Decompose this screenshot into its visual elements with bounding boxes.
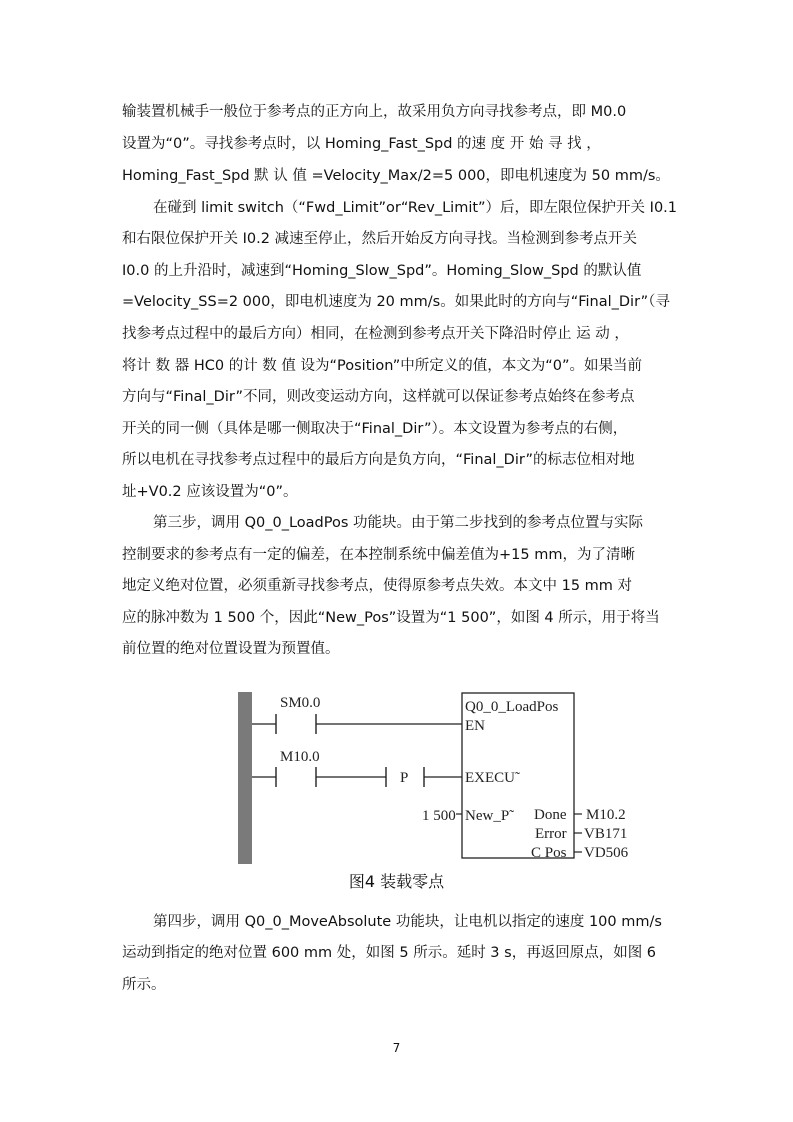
text-line: 第四步，调用 Q0_0_MoveAbsolute 功能块，让电机以指定的速度 100 mm/s (153, 914, 662, 930)
text-line: 应的脉冲数为 1 500 个，因此“New_Pos”设置为“1 500”，如图 4 所示，用于将当 (122, 610, 660, 626)
text-line: Homing_Fast_Spd 默 认 值 =Velocity_Max/2=5 000，即电机速度为 50 mm/s。 (122, 168, 670, 184)
text-line: 第三步，调用 Q0_0_LoadPos 功能块。由于第二步找到的参考点位置与实际 (153, 515, 644, 531)
text-line: 址+V0.2 应该设置为“0”。 (122, 484, 298, 500)
text-line: =Velocity_SS=2 000，即电机速度为 20 mm/s。如果此时的方向与“Final_Dir”（寻 (122, 294, 670, 310)
text-line: 找参考点过程中的最后方向）相同，在检测到参考点开关下降沿时停止 运 动 ， (122, 326, 629, 342)
text-line: 在碰到 limit switch（“Fwd_Limit”or“Rev_Limit”）后，即左限位保护开关 I0.1 (153, 200, 678, 216)
figure-caption: 图4 装载零点 (348, 872, 445, 891)
out-done-addr: M10.2 (586, 807, 626, 823)
pin-en: EN (465, 718, 485, 734)
out-cpos: C Pos (531, 845, 567, 861)
text-line: 控制要求的参考点有一定的偏差，在本控制系统中偏差值为+15 mm，为了清晰 (122, 547, 635, 563)
text-line: 和右限位保护开关 I0.2 减速至停止，然后开始反方向寻找。当检测到参考点开关 (122, 231, 638, 247)
text-line: I0.0 的上升沿时，减速到“Homing_Slow_Spd”。Homing_Slow_Spd 的默认值 (122, 263, 642, 279)
block-title: Q0_0_LoadPos (465, 699, 559, 715)
out-error-addr: VB171 (584, 826, 628, 842)
out-done: Done (534, 807, 567, 823)
text-line: 所以电机在寻找参考点过程中的最后方向是负方向，“Final_Dir”的标志位相对地 (122, 452, 635, 468)
contact-label-sm00: SM0.0 (280, 695, 321, 711)
text-line: 前位置的绝对位置设置为预置值。 (122, 641, 340, 657)
out-cpos-addr: VD506 (584, 845, 629, 861)
out-error: Error (535, 826, 567, 842)
ladder-diagram-figure (236, 688, 636, 888)
pin-execute: EXECU˜ (465, 770, 520, 786)
contact-label-m100: M10.0 (280, 749, 320, 765)
pulse-label: P (400, 770, 409, 786)
text-line: 开关的同一侧（具体是哪一侧取决于“Final_Dir”）。本文设置为参考点的右侧， (122, 421, 628, 437)
text-line: 所示。 (122, 977, 166, 993)
text-line: 输装置机械手一般位于参考点的正方向上，故采用负方向寻找参考点，即 M0.0 (122, 104, 627, 120)
power-rail (238, 692, 252, 864)
text-line: 运动到指定的绝对位置 600 mm 处，如图 5 所示。延时 3 s，再返回原点，如图 6 (122, 945, 657, 961)
text-line: 将计 数 器 HC0 的计 数 值 设为“Position”中所定义的值，本文为“0”。如果当前 (122, 358, 642, 374)
pin-new-pos: New_P˜ (465, 808, 515, 824)
text-line: 地定义绝对位置，必须重新寻找参考点，使得原参考点失效。本文中 15 mm 对 (122, 578, 633, 594)
text-line: 方向与“Final_Dir”不同，则改变运动方向，这样就可以保证参考点始终在参考点 (122, 389, 635, 405)
new-pos-value: 1 500 (422, 808, 456, 824)
page-number: 7 (392, 1041, 401, 1055)
text-line: 设置为“0”。寻找参考点时，以 Homing_Fast_Spd 的速 度 开 始 寻 找 ， (122, 136, 601, 152)
ladder-diagram (236, 688, 636, 888)
